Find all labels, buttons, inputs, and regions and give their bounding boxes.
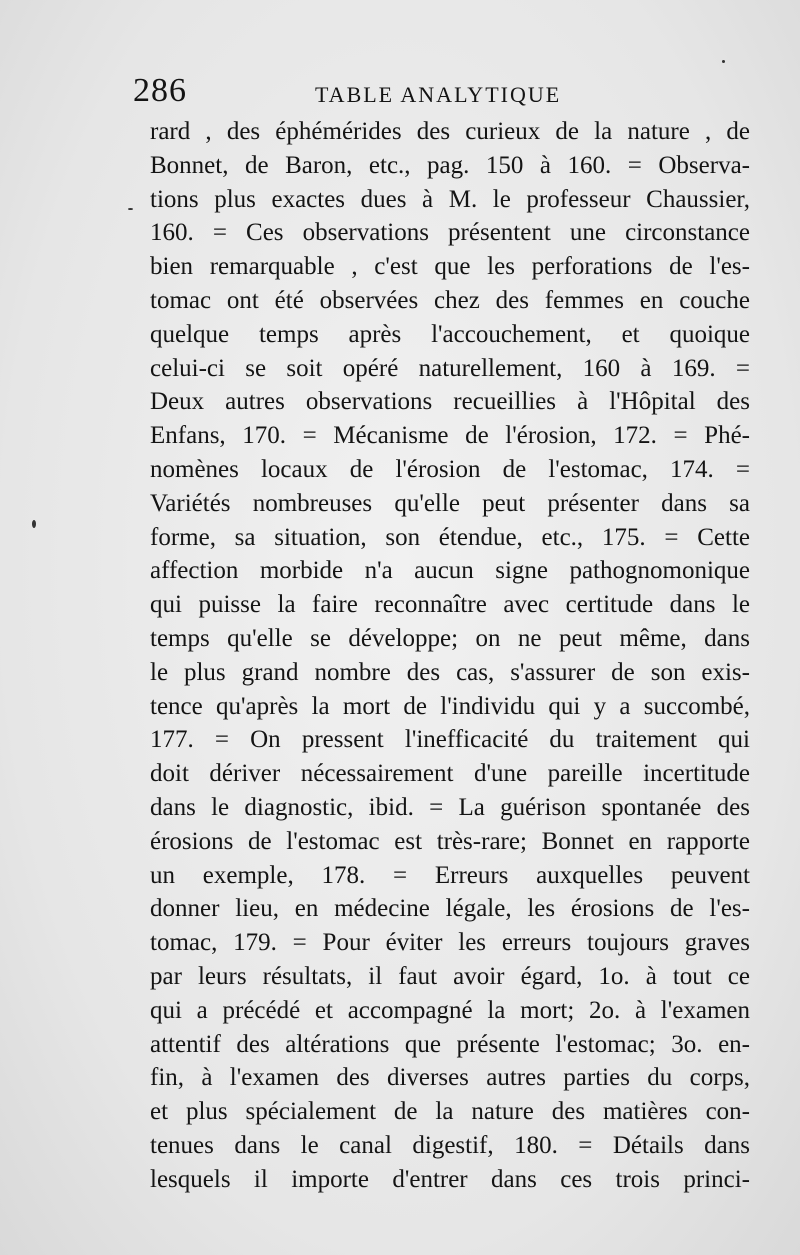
running-title: TABLE ANALYTIQUE bbox=[315, 82, 562, 107]
ink-speck bbox=[32, 520, 36, 528]
ink-speck bbox=[128, 208, 133, 210]
text-line: Bonnet, de Baron, etc., pag. 150 à 160. = Observa- bbox=[150, 151, 750, 179]
text-line: un exemple, 178. = Erreurs auxquelles peuvent bbox=[150, 861, 750, 889]
text-line: Variétés nombreuses qu'elle peut présenter dans sa bbox=[150, 489, 750, 517]
page-number: 286 bbox=[133, 72, 187, 109]
text-line: tomac ont été observées chez des femmes en couche bbox=[150, 286, 750, 314]
page-header bbox=[133, 72, 753, 112]
text-line: bien remarquable , c'est que les perforations de l'es- bbox=[150, 253, 750, 281]
ink-speck bbox=[722, 60, 725, 63]
text-line: qui a précédé et accompagné la mort; 2o. à l'examen bbox=[150, 996, 750, 1024]
text-line: érosions de l'estomac est très-rare; Bonnet en rapporte bbox=[150, 827, 750, 855]
text-line: quelque temps après l'accouchement, et quoique bbox=[150, 320, 750, 348]
text-line: temps qu'elle se développe; on ne peut même, dans bbox=[150, 624, 750, 652]
text-line: tomac, 179. = Pour éviter les erreurs toujours graves bbox=[150, 929, 750, 957]
text-line: forme, sa situation, son étendue, etc., 175. = Cette bbox=[150, 523, 750, 551]
text-line: donner lieu, en médecine légale, les érosions de l'es- bbox=[150, 895, 750, 923]
text-line: le plus grand nombre des cas, s'assurer de son exis- bbox=[150, 658, 750, 686]
text-line: rard , des éphémérides des curieux de la nature , de bbox=[150, 118, 750, 145]
text-line: tenues dans le canal digestif, 180. = Détails dans bbox=[150, 1131, 750, 1159]
text-line: attentif des altérations que présente l'estomac; 3o. en- bbox=[150, 1030, 750, 1058]
text-line: qui puisse la faire reconnaître avec certitude dans le bbox=[150, 591, 750, 619]
text-line: 177. = On pressent l'inefficacité du traitement qui bbox=[150, 726, 750, 754]
text-line: par leurs résultats, il faut avoir égard, 1o. à tout ce bbox=[150, 962, 750, 990]
text-line: celui-ci se soit opéré naturellement, 160 à 169. = bbox=[150, 354, 750, 382]
text-line: Deux autres observations recueillies à l'Hôpital des bbox=[150, 388, 750, 416]
text-line: Enfans, 170. = Mécanisme de l'érosion, 172. = Phé- bbox=[150, 422, 750, 450]
body-text bbox=[150, 115, 750, 1197]
text-line: affection morbide n'a aucun signe pathognomonique bbox=[150, 557, 750, 585]
text-line: 160. = Ces observations présentent une circonstance bbox=[150, 219, 750, 247]
text-line: dans le diagnostic, ibid. = La guérison spontanée des bbox=[150, 793, 750, 821]
text-line: lesquels il importe d'entrer dans ces trois princi- bbox=[150, 1165, 750, 1193]
text-line: et plus spécialement de la nature des matières con- bbox=[150, 1098, 750, 1126]
text-line: tions plus exactes dues à M. le professeur Chaussier, bbox=[150, 185, 750, 213]
text-line: nomènes locaux de l'érosion de l'estomac, 174. = bbox=[150, 455, 750, 483]
text-line: fin, à l'examen des diverses autres parties du corps, bbox=[150, 1064, 750, 1092]
text-line: doit dériver nécessairement d'une pareille incertitude bbox=[150, 760, 750, 788]
text-line: tence qu'après la mort de l'individu qui y a succombé, bbox=[150, 692, 750, 720]
